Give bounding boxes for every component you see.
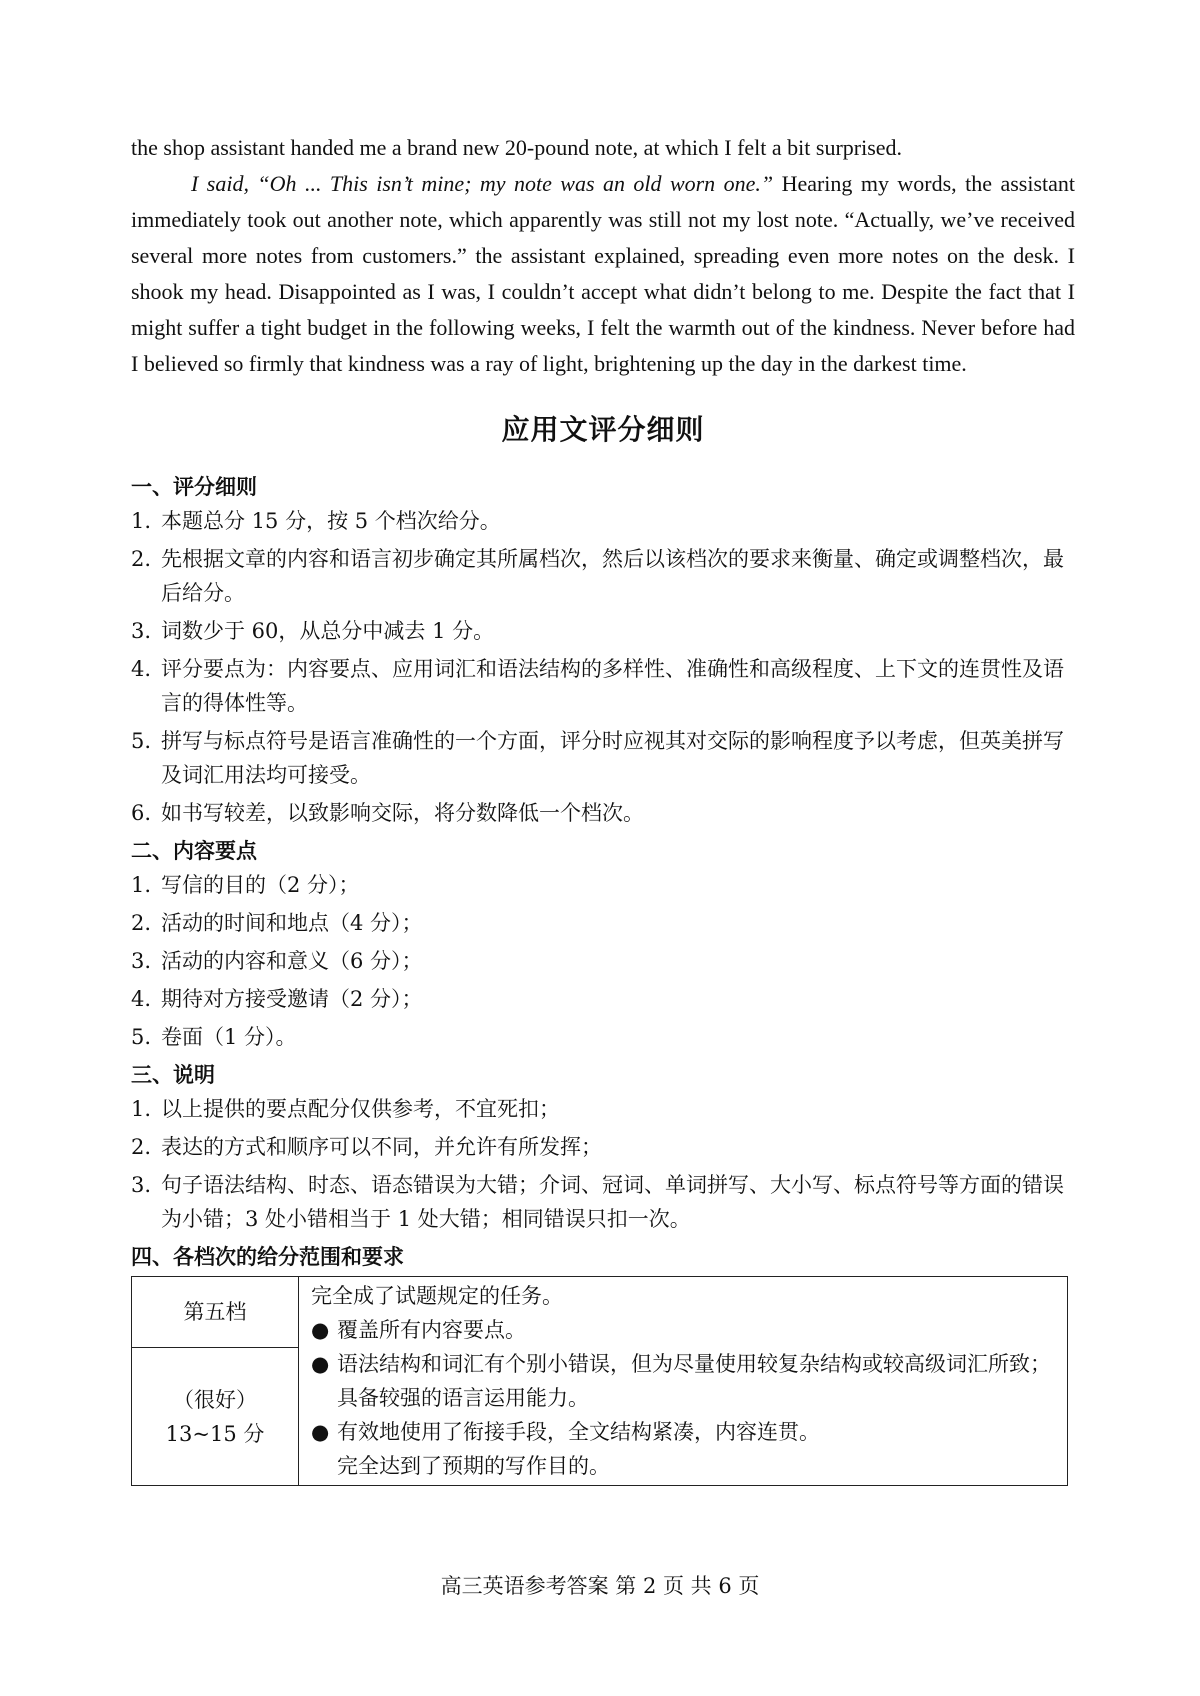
list-item: 3. 活动的内容和意义（6 分）； — [131, 949, 423, 973]
passage-quote: I said, “Oh ... This isn’t mine; my note was an old worn one.” — [191, 171, 774, 196]
bullet-icon: ● — [311, 1352, 330, 1376]
page-title: 应用文评分细则 — [501, 413, 705, 446]
bullet-icon: ● — [311, 1420, 330, 1444]
passage-paragraph-1: the shop assistant handed me a brand new 20-pound note, at which I felt a bit surprised. — [131, 135, 903, 160]
passage-paragraph-2 — [131, 166, 1075, 382]
bullet-icon: ● — [311, 1318, 330, 1342]
table-row — [132, 1277, 1068, 1348]
page-footer: 高三英语参考答案 第 2 页 共 6 页 — [440, 1574, 760, 1598]
grade-level-name: 第五档 — [132, 1277, 299, 1348]
section-heading-content-points: 二、内容要点 — [131, 838, 257, 863]
section-heading-notes: 三、说明 — [131, 1062, 215, 1087]
list-item: 1. 本题总分 15 分，按 5 个档次给分。 — [131, 509, 501, 533]
section-heading-grade-levels: 四、各档次的给分范围和要求 — [131, 1244, 404, 1269]
list-item: 5. 拼写与标点符号是语言准确性的一个方面，评分时应视其对交际的影响程度予以考虑，但英美拼写及词汇用法均可接受。 — [131, 729, 1064, 787]
list-item: 3. 词数少于 60，从总分中减去 1 分。 — [131, 619, 495, 643]
list-item: 1. 以上提供的要点配分仅供参考，不宜死扣； — [131, 1097, 560, 1121]
grade-intro: 完全成了试题规定的任务。 — [311, 1284, 563, 1308]
list-item: 2. 表达的方式和顺序可以不同，并允许有所发挥； — [131, 1135, 602, 1159]
grade-level-score: （很好） 13~15 分 — [132, 1348, 299, 1486]
passage-paragraph-2-text: Hearing my words, the assistant immediately took out another note, which apparently was still not my lost note. “Actually, we’ve received several more notes from customers.” the assistant explained, spreading even more notes on the desk. I shook my head. Disappointed as I was, I couldn’t accept what didn’t belong to me. Despite the fact that I might suffer a tight budget in the following weeks, I felt the warmth out of the kindness. Never before had I believed so firmly that kindness was a ray of light, brightening up the day in the darkest time. — [131, 171, 1075, 376]
grade-requirements — [299, 1277, 1068, 1486]
page-content — [131, 130, 1075, 1486]
list-item: 1. 写信的目的（2 分）； — [131, 873, 360, 897]
grade-bullet: ● 有效地使用了衔接手段，全文结构紧凑，内容连贯。 — [311, 1415, 1059, 1449]
grade-bullet: ● 覆盖所有内容要点。 — [311, 1313, 1059, 1347]
grade-bullet: ● 语法结构和词汇有个别小错误，但为尽量使用较复杂结构或较高级词汇所致；具备较强的语言运用能力。 — [311, 1347, 1059, 1415]
list-item: 5. 卷面（1 分）。 — [131, 1025, 297, 1049]
list-item: 6. 如书写较差，以致影响交际，将分数降低一个档次。 — [131, 801, 644, 825]
list-item: 2. 活动的时间和地点（4 分）； — [131, 911, 423, 935]
grade-closing: 完全达到了预期的写作目的。 — [337, 1454, 610, 1478]
section-heading-scoring-rules: 一、评分细则 — [131, 474, 257, 499]
list-item: 4. 期待对方接受邀请（2 分）； — [131, 987, 423, 1011]
list-item: 4. 评分要点为：内容要点、应用词汇和语法结构的多样性、准确性和高级程度、上下文的连贯性及语言的得体性等。 — [131, 657, 1064, 715]
grade-table — [131, 1276, 1068, 1486]
list-item: 3. 句子语法结构、时态、语态错误为大错；介词、冠词、单词拼写、大小写、标点符号等方面的错误为小错；3 处小错相当于 1 处大错；相同错误只扣一次。 — [131, 1173, 1064, 1231]
list-item: 2. 先根据文章的内容和语言初步确定其所属档次，然后以该档次的要求来衡量、确定或调整档次，最后给分。 — [131, 547, 1064, 605]
